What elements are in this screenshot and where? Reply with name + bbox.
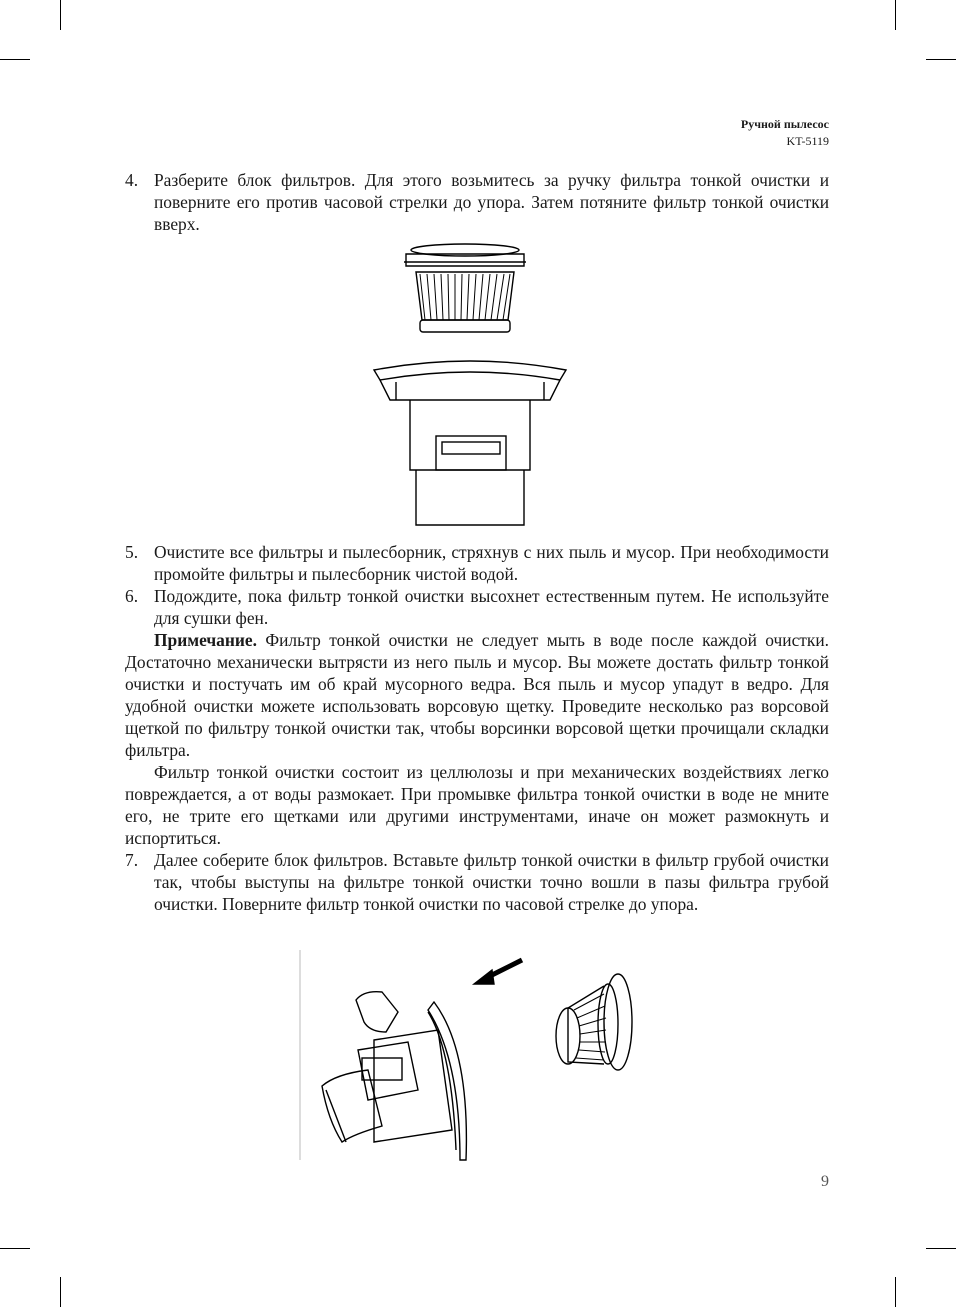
list-item xyxy=(125,849,829,915)
note-paragraph xyxy=(125,629,829,761)
header-title: Ручной пылесос xyxy=(740,117,829,131)
crop-mark xyxy=(0,59,30,60)
fine-filter-image xyxy=(404,244,526,332)
step-number: 6. xyxy=(125,586,139,606)
crop-mark xyxy=(895,0,896,30)
step-text: Разберите блок фильтров. Для этого возьмитесь за ручку фильтра тонкой очистки и поверните его против часовой стрелки до упора. Затем потяните фильтр тонкой очистки вверх. xyxy=(154,170,829,234)
step-number: 4. xyxy=(125,170,139,190)
crop-mark xyxy=(0,1248,30,1249)
fine-filter-image xyxy=(556,974,632,1070)
step-text: Подождите, пока фильтр тонкой очистки высохнет естественным путем. Не используйте для сушки фен. xyxy=(154,586,829,628)
arrow-icon xyxy=(474,960,522,984)
main-text-block xyxy=(125,541,829,915)
crop-mark xyxy=(60,1277,61,1307)
step-number: 7. xyxy=(125,850,139,870)
step-4-block xyxy=(125,169,829,235)
figure-filter-disassembly xyxy=(360,240,580,530)
crop-mark xyxy=(895,1277,896,1307)
page-number: 9 xyxy=(821,1173,829,1190)
step-number: 5. xyxy=(125,542,139,562)
list-item xyxy=(125,169,829,235)
coarse-filter-image xyxy=(374,361,566,525)
note-label: Примечание. xyxy=(154,630,257,650)
running-header xyxy=(741,116,829,150)
note-text: Фильтр тонкой очистки не следует мыть в воде после каждой очистки. Достаточно механически вытрясти из него пыль и мусор. Вы можете достать фильтр тонкой очистки и постучать им об край мусорного ведра. Вся пыль и мусор упадут в ведро. Для удобной очистки можете использовать ворсовую щетку. Проведите несколько раз ворсовой щеткой по фильтру тонкой очистки так, чтобы ворсинки ворсовой щетки прочищали складки фильтра. xyxy=(125,630,829,760)
step-text: Очистите все фильтры и пылесборник, стряхнув с них пыль и мусор. При необходимости промойте фильтры и пылесборник чистой водой. xyxy=(154,542,829,584)
note-paragraph-2: Фильтр тонкой очистки состоит из целлюлозы и при механических воздействиях легко повреждается, а от воды размокает. При промывке фильтра тонкой очистки в воде не мните его, не трите его щетками или другими инструментами, иначе он может размокнуть и испортиться. xyxy=(125,762,829,848)
list-item xyxy=(125,541,829,585)
crop-mark xyxy=(926,59,956,60)
figure-filter-assembly xyxy=(298,950,658,1162)
crop-mark xyxy=(60,0,61,30)
header-model: KT-5119 xyxy=(786,134,829,148)
coarse-filter-image xyxy=(322,992,466,1160)
crop-mark xyxy=(926,1248,956,1249)
list-item xyxy=(125,585,829,629)
step-text: Далее соберите блок фильтров. Вставьте фильтр тонкой очистки в фильтр грубой очистки так, чтобы выступы на фильтре тонкой очистки точно вошли в пазы фильтра грубой очистки. Поверните фильтр тонкой очистки по часовой стрелке до упора. xyxy=(154,850,829,914)
